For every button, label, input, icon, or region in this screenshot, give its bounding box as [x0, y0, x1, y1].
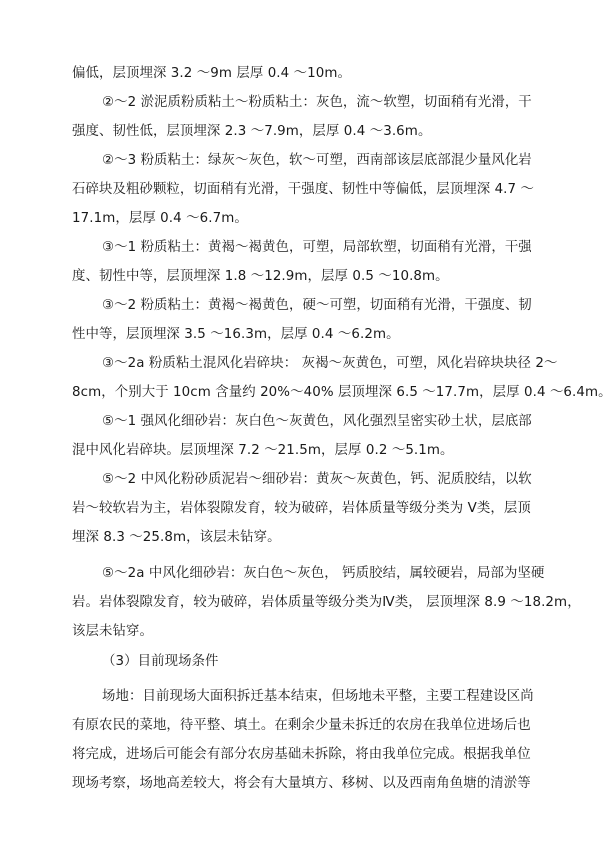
text-line: 将完成，进场后可能会有部分农房基础未拆除，将由我单位完成。根据我单位	[72, 747, 531, 762]
text-line: 性中等，层顶埋深 3.5 ～16.3m，层厚 0.4 ～6.2m。	[72, 327, 400, 342]
text-line: ②～2 淤泥质粉质粘土～粉质粘土：灰色，流～软塑，切面稍有光滑，干	[102, 95, 532, 110]
text-line: 17.1m，层厚 0.4 ～6.7m。	[72, 211, 248, 226]
text-line: 8cm，个别大于 10cm 含量约 20%～40% 层顶埋深 6.5 ～17.7m，层厚 0.4 ～6.4m。	[72, 385, 612, 400]
section-heading: （3）目前现场条件	[102, 654, 219, 669]
text-line: ③～2a 粉质粘土混风化岩碎块： 灰褐～灰黄色，可塑，风化岩碎块块径 2～	[102, 356, 558, 371]
text-line: 偏低，层顶埋深 3.2 ～9m 层厚 0.4 ～10m。	[72, 66, 352, 81]
text-line: 现场考察，场地高差较大，将会有大量填方、移树、以及西南角鱼塘的清淤等	[72, 776, 531, 791]
text-line: 强度、韧性低，层顶埋深 2.3 ～7.9m，层厚 0.4 ～3.6m。	[72, 124, 432, 139]
text-line: 埋深 8.3 ～25.8m，该层未钻穿。	[72, 530, 281, 545]
text-line: 岩～较软岩为主，岩体裂隙发育，较为破碎，岩体质量等级分类为 Ⅴ类，层顶	[72, 501, 531, 516]
text-line: 场地：目前现场大面积拆迁基本结束，但场地未平整，主要工程建设区尚	[102, 689, 534, 704]
text-line: ③～2 粉质粘土：黄褐～褐黄色，硬～可塑，切面稍有光滑，干强度、韧	[102, 298, 532, 313]
text-line: ⑤～2a 中风化细砂岩：灰白色～灰色， 钙质胶结，属较硬岩，局部为坚硬	[102, 566, 545, 581]
text-line: 有原农民的菜地，待平整、填土。在剩余少量未拆迁的农房在我单位进场后也	[72, 718, 531, 733]
text-line: 该层未钻穿。	[72, 624, 153, 639]
text-line: ③～1 粉质粘土：黄褐～褐黄色，可塑，局部软塑，切面稍有光滑，干强	[102, 240, 532, 255]
text-line: 混中风化岩碎块。层顶埋深 7.2 ～21.5m，层厚 0.2 ～5.1m。	[72, 443, 454, 458]
text-line: ⑤～1 强风化细砂岩：灰白色～灰黄色，风化强烈呈密实砂土状，层底部	[102, 414, 532, 429]
text-line: 岩。岩体裂隙发育，较为破碎，岩体质量等级分类为Ⅳ类， 层顶埋深 8.9 ～18.2m，	[72, 595, 581, 610]
text-line: 度、韧性中等，层顶埋深 1.8 ～12.9m，层厚 0.5 ～10.8m。	[72, 269, 449, 284]
text-line: 石碎块及粗砂颗粒，切面稍有光滑，干强度、韧性中等偏低，层顶埋深 4.7 ～	[72, 182, 535, 197]
text-line: ②～3 粉质粘土：绿灰～灰色，软～可塑，西南部该层底部混少量风化岩	[102, 153, 532, 168]
text-line: ⑤～2 中风化粉砂质泥岩～细砂岩：黄灰～灰黄色，钙、泥质胶结，以软	[102, 472, 532, 487]
